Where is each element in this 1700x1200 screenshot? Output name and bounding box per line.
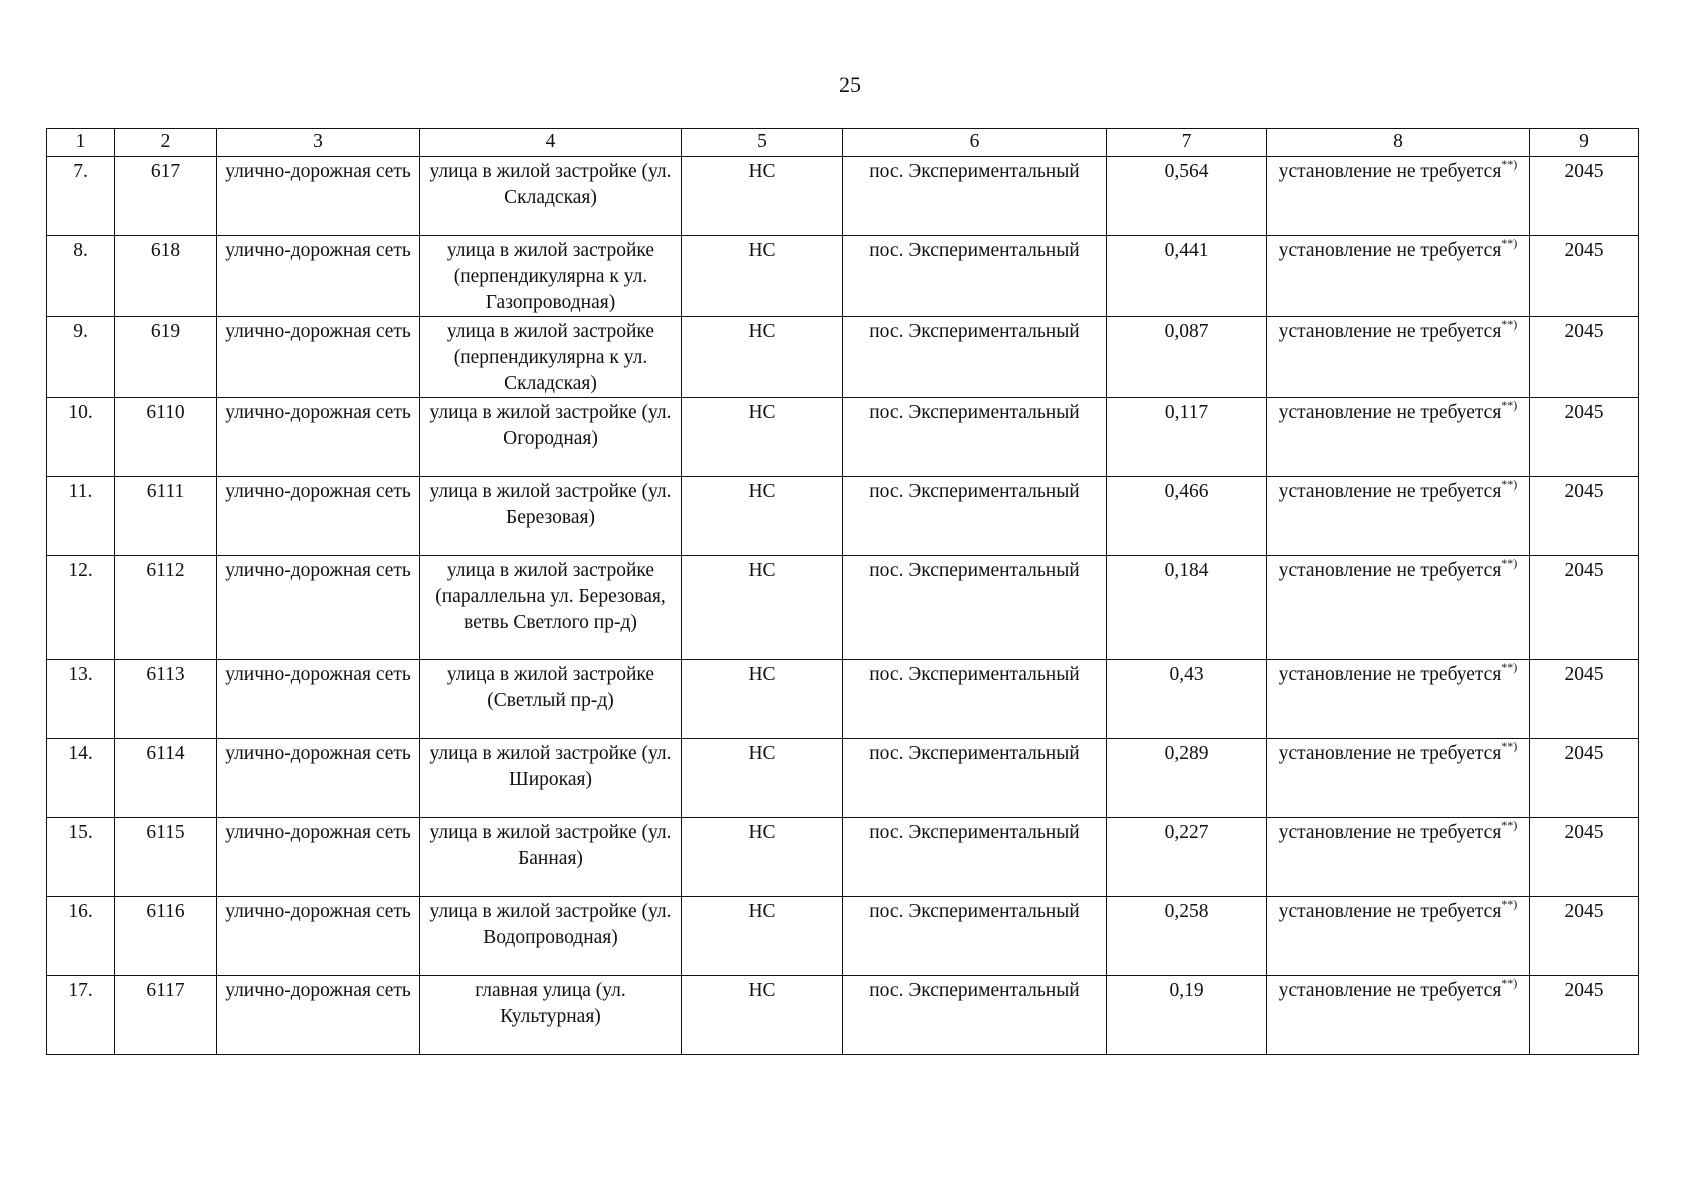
year-cell: 2045 <box>1530 976 1639 1055</box>
status-cell: НС <box>682 157 843 236</box>
row-number-cell: 11. <box>47 477 115 556</box>
zone-cell <box>1267 897 1530 976</box>
object-name-cell: улица в жилой застройке (ул. Складская) <box>420 157 682 236</box>
year-cell: 2045 <box>1530 897 1639 976</box>
zone-text: установление не требуется <box>1278 481 1502 502</box>
footnote-marker: **) <box>1501 236 1518 250</box>
table-row <box>47 897 1639 976</box>
object-type-cell: улично-дорожная сеть <box>217 398 420 477</box>
row-number-cell: 8. <box>47 236 115 317</box>
year-cell: 2045 <box>1530 739 1639 818</box>
row-number-cell: 17. <box>47 976 115 1055</box>
zone-text: установление не требуется <box>1278 321 1502 342</box>
zone-cell <box>1267 818 1530 897</box>
year-cell: 2045 <box>1530 556 1639 660</box>
object-type-cell: улично-дорожная сеть <box>217 236 420 317</box>
year-cell: 2045 <box>1530 317 1639 398</box>
zone-cell <box>1267 398 1530 477</box>
table-row <box>47 660 1639 739</box>
status-cell: НС <box>682 236 843 317</box>
location-cell: пос. Экспериментальный <box>843 477 1107 556</box>
object-type-cell: улично-дорожная сеть <box>217 157 420 236</box>
location-cell: пос. Экспериментальный <box>843 739 1107 818</box>
row-number-cell: 12. <box>47 556 115 660</box>
column-header: 7 <box>1107 129 1267 157</box>
location-cell: пос. Экспериментальный <box>843 157 1107 236</box>
object-code-cell: 6110 <box>115 398 217 477</box>
status-cell: НС <box>682 398 843 477</box>
object-name-cell: улица в жилой застройке (ул. Банная) <box>420 818 682 897</box>
status-cell: НС <box>682 897 843 976</box>
zone-cell <box>1267 739 1530 818</box>
row-number-cell: 7. <box>47 157 115 236</box>
object-type-cell: улично-дорожная сеть <box>217 818 420 897</box>
length-cell: 0,466 <box>1107 477 1267 556</box>
row-number-cell: 13. <box>47 660 115 739</box>
row-number-cell: 16. <box>47 897 115 976</box>
object-type-cell: улично-дорожная сеть <box>217 897 420 976</box>
status-cell: НС <box>682 739 843 818</box>
status-cell: НС <box>682 976 843 1055</box>
zone-cell <box>1267 976 1530 1055</box>
status-cell: НС <box>682 818 843 897</box>
zone-text: установление не требуется <box>1278 980 1502 1001</box>
object-name-cell: улица в жилой застройке (ул. Березовая) <box>420 477 682 556</box>
location-cell: пос. Экспериментальный <box>843 398 1107 477</box>
object-name-cell: улица в жилой застройке (ул. Огородная) <box>420 398 682 477</box>
footnote-marker: **) <box>1501 157 1518 171</box>
row-number-cell: 10. <box>47 398 115 477</box>
object-type-cell: улично-дорожная сеть <box>217 317 420 398</box>
footnote-marker: **) <box>1501 477 1518 491</box>
length-cell: 0,289 <box>1107 739 1267 818</box>
object-code-cell: 6111 <box>115 477 217 556</box>
object-code-cell: 6117 <box>115 976 217 1055</box>
table-row <box>47 976 1639 1055</box>
length-cell: 0,19 <box>1107 976 1267 1055</box>
object-type-cell: улично-дорожная сеть <box>217 976 420 1055</box>
year-cell: 2045 <box>1530 477 1639 556</box>
zone-cell <box>1267 236 1530 317</box>
page-number: 25 <box>839 72 861 97</box>
table-row <box>47 477 1639 556</box>
status-cell: НС <box>682 660 843 739</box>
object-type-cell: улично-дорожная сеть <box>217 739 420 818</box>
table-row <box>47 739 1639 818</box>
length-cell: 0,441 <box>1107 236 1267 317</box>
zone-cell <box>1267 157 1530 236</box>
footnote-marker: **) <box>1501 660 1518 674</box>
object-code-cell: 619 <box>115 317 217 398</box>
table-header-row <box>47 129 1639 157</box>
column-header: 1 <box>47 129 115 157</box>
location-cell: пос. Экспериментальный <box>843 317 1107 398</box>
object-name-cell: улица в жилой застройке (ул. Широкая) <box>420 739 682 818</box>
object-code-cell: 6114 <box>115 739 217 818</box>
year-cell: 2045 <box>1530 157 1639 236</box>
location-cell: пос. Экспериментальный <box>843 897 1107 976</box>
location-cell: пос. Экспериментальный <box>843 818 1107 897</box>
zone-text: установление не требуется <box>1278 161 1502 182</box>
length-cell: 0,258 <box>1107 897 1267 976</box>
column-header: 8 <box>1267 129 1530 157</box>
zone-cell <box>1267 660 1530 739</box>
object-code-cell: 6112 <box>115 556 217 660</box>
data-table <box>46 128 1639 1055</box>
year-cell: 2045 <box>1530 660 1639 739</box>
footnote-marker: **) <box>1501 739 1518 753</box>
object-type-cell: улично-дорожная сеть <box>217 660 420 739</box>
zone-cell <box>1267 317 1530 398</box>
zone-text: установление не требуется <box>1278 560 1502 581</box>
footnote-marker: **) <box>1501 976 1518 990</box>
zone-text: установление не требуется <box>1278 402 1502 423</box>
object-code-cell: 6116 <box>115 897 217 976</box>
zone-text: установление не требуется <box>1278 743 1502 764</box>
row-number-cell: 9. <box>47 317 115 398</box>
object-name-cell: улица в жилой застройке (ул. Водопроводная) <box>420 897 682 976</box>
column-header: 2 <box>115 129 217 157</box>
row-number-cell: 14. <box>47 739 115 818</box>
zone-text: установление не требуется <box>1278 822 1502 843</box>
table-row <box>47 398 1639 477</box>
footnote-marker: **) <box>1501 398 1518 412</box>
status-cell: НС <box>682 477 843 556</box>
object-code-cell: 6113 <box>115 660 217 739</box>
footnote-marker: **) <box>1501 317 1518 331</box>
zone-text: установление не требуется <box>1278 664 1502 685</box>
location-cell: пос. Экспериментальный <box>843 236 1107 317</box>
length-cell: 0,087 <box>1107 317 1267 398</box>
year-cell: 2045 <box>1530 236 1639 317</box>
status-cell: НС <box>682 317 843 398</box>
object-code-cell: 617 <box>115 157 217 236</box>
location-cell: пос. Экспериментальный <box>843 976 1107 1055</box>
table-row <box>47 556 1639 660</box>
location-cell: пос. Экспериментальный <box>843 556 1107 660</box>
column-header: 3 <box>217 129 420 157</box>
object-name-cell: улица в жилой застройке (параллельна ул. Березовая, ветвь Светлого пр-д) <box>420 556 682 660</box>
object-type-cell: улично-дорожная сеть <box>217 556 420 660</box>
row-number-cell: 15. <box>47 818 115 897</box>
zone-text: установление не требуется <box>1278 901 1502 922</box>
zone-text: установление не требуется <box>1278 240 1502 261</box>
object-name-cell: улица в жилой застройке (перпендикулярна к ул. Складская) <box>420 317 682 398</box>
year-cell: 2045 <box>1530 818 1639 897</box>
length-cell: 0,564 <box>1107 157 1267 236</box>
column-header: 4 <box>420 129 682 157</box>
table-row <box>47 317 1639 398</box>
location-cell: пос. Экспериментальный <box>843 660 1107 739</box>
footnote-marker: **) <box>1501 556 1518 570</box>
footnote-marker: **) <box>1501 818 1518 832</box>
zone-cell <box>1267 477 1530 556</box>
object-code-cell: 618 <box>115 236 217 317</box>
zone-cell <box>1267 556 1530 660</box>
footnote-marker: **) <box>1501 897 1518 911</box>
column-header: 6 <box>843 129 1107 157</box>
length-cell: 0,117 <box>1107 398 1267 477</box>
object-code-cell: 6115 <box>115 818 217 897</box>
length-cell: 0,227 <box>1107 818 1267 897</box>
table-row <box>47 236 1639 317</box>
column-header: 9 <box>1530 129 1639 157</box>
length-cell: 0,184 <box>1107 556 1267 660</box>
table-row <box>47 818 1639 897</box>
object-name-cell: главная улица (ул. Культурная) <box>420 976 682 1055</box>
column-header: 5 <box>682 129 843 157</box>
length-cell: 0,43 <box>1107 660 1267 739</box>
table-row <box>47 157 1639 236</box>
object-name-cell: улица в жилой застройке (перпендикулярна к ул. Газопроводная) <box>420 236 682 317</box>
status-cell: НС <box>682 556 843 660</box>
object-name-cell: улица в жилой застройке (Светлый пр-д) <box>420 660 682 739</box>
object-type-cell: улично-дорожная сеть <box>217 477 420 556</box>
year-cell: 2045 <box>1530 398 1639 477</box>
